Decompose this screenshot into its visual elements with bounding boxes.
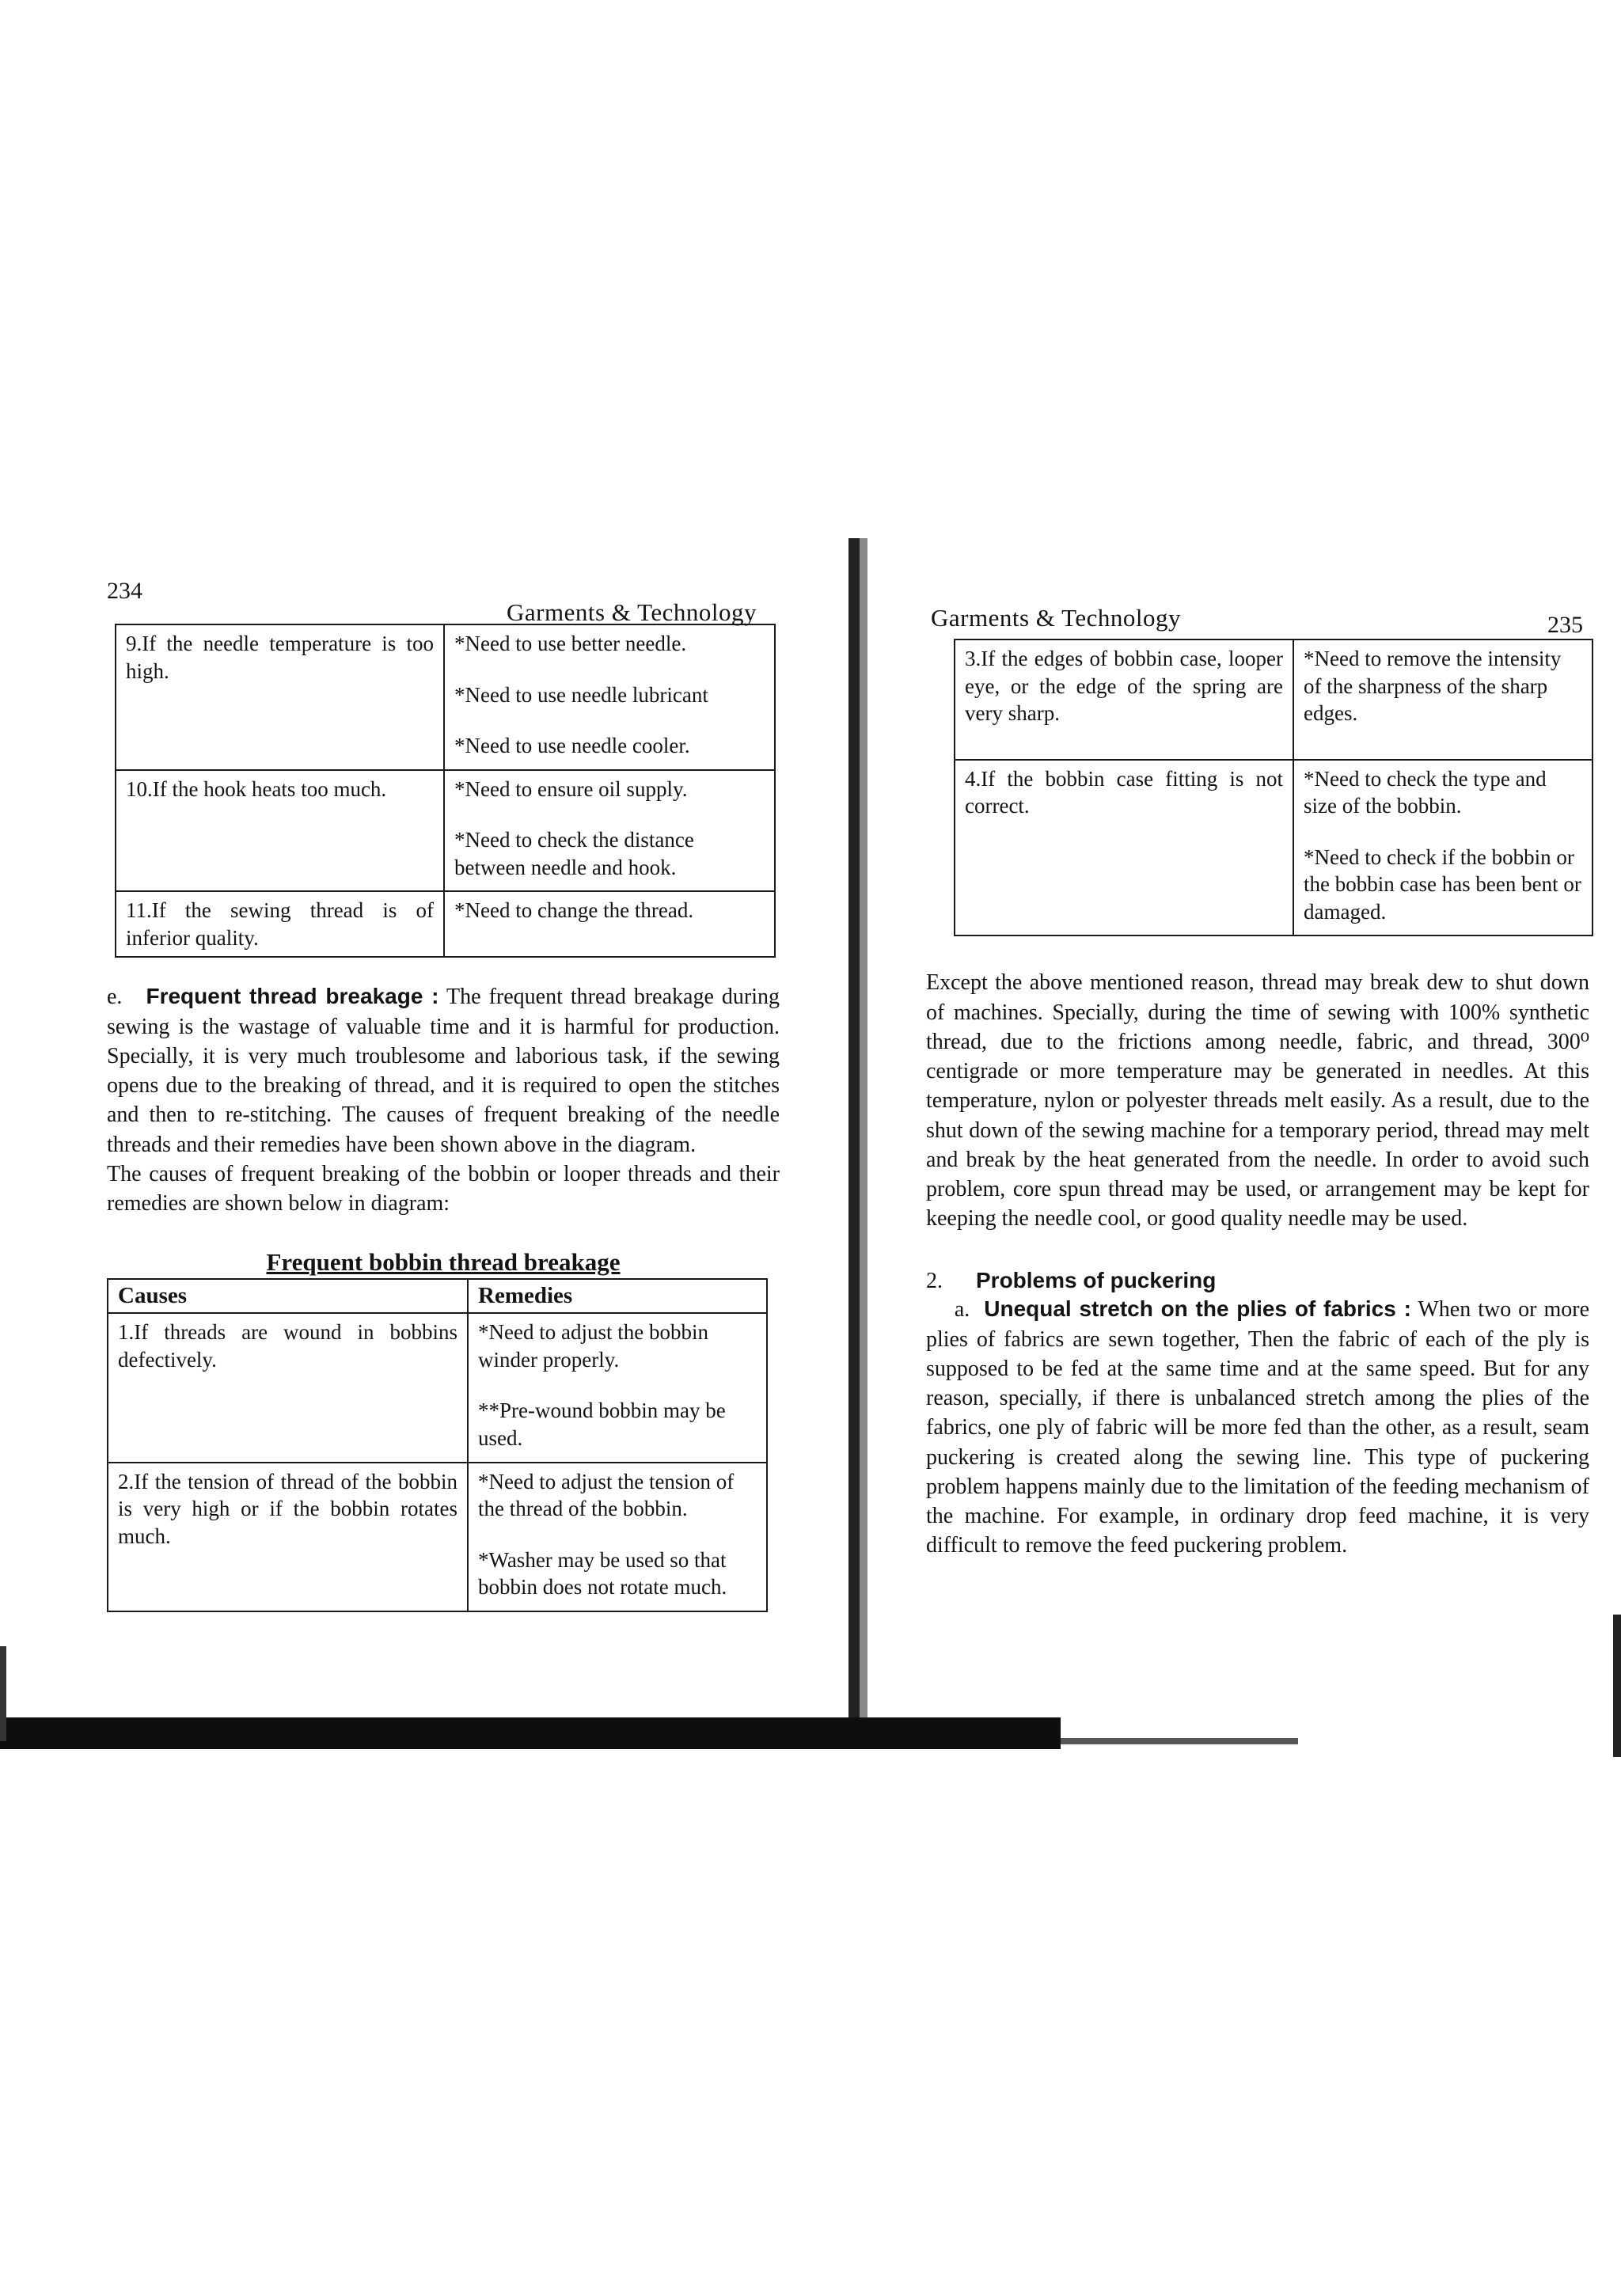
- running-head-left: Garments & Technology: [507, 598, 757, 626]
- left-page-header: [107, 578, 780, 625]
- right-page-header: [926, 598, 1589, 645]
- remedy-text: *Need to check the type and size of the bobbin.: [1304, 766, 1547, 818]
- table-row: [116, 770, 775, 892]
- scan-bottom-edge: [0, 1717, 1061, 1749]
- section-2a-heading: Unequal stretch on the plies of fabrics :: [984, 1296, 1411, 1322]
- cause-cell: 3.If the edges of bobbin case, looper eye, or the edge of the spring are very sharp.: [955, 639, 1293, 760]
- page-number-left: 234: [107, 578, 142, 604]
- table-row: [955, 760, 1593, 936]
- remedy-text: *Need to check the distance between needle and hook.: [454, 828, 694, 879]
- section-e-text: The frequent thread breakage during sewing is the wastage of valuable time and it is harmful for production. Specially, it is very much troublesome and laborious task, if the sewing opens due to the breaking of thread, and it is required to open the stitches and then to re-stitching. The causes of frequent breaking of the needle threads and their remedies have been shown above in the diagram.: [107, 985, 780, 1157]
- left-page: [107, 578, 780, 1612]
- cause-cell: 10.If the hook heats too much.: [116, 770, 444, 892]
- table-header-row: [108, 1279, 767, 1313]
- bobbin-thread-table: [107, 1278, 768, 1611]
- section-2-number: 2.: [926, 1269, 943, 1294]
- col-remedies-header: Remedies: [468, 1279, 767, 1313]
- remedy-cell: [444, 770, 775, 892]
- table-row: [108, 1313, 767, 1462]
- col-causes-header: Causes: [108, 1279, 468, 1313]
- remedy-text: *Need to adjust the bobbin winder properly.: [478, 1320, 708, 1372]
- cause-cell: 2.If the tension of thread of the bobbin is very high or if the bobbin rotates much.: [108, 1463, 468, 1611]
- remedy-cell: [1293, 639, 1593, 760]
- remedy-text: *Need to use needle lubricant: [454, 682, 708, 707]
- scan-right-edge: [1613, 1615, 1621, 1757]
- remedy-text: *Washer may be used so that bobbin does not rotate much.: [478, 1547, 727, 1600]
- remedy-text: *Need to ensure oil supply.: [454, 776, 688, 801]
- remedy-text: *Need to check if the bobbin or the bobbin case has been bent or damaged.: [1304, 844, 1581, 924]
- cause-cell: 1.If threads are wound in bobbins defectively.: [108, 1313, 468, 1462]
- remedy-text: *Need to remove the intensity of the sharpness of the sharp edges.: [1304, 647, 1562, 726]
- bobbin-thread-table-continued: [954, 639, 1593, 936]
- remedy-text: *Need to use better needle.: [454, 632, 687, 655]
- remedy-cell: [444, 891, 775, 957]
- section-e-paragraph: [107, 981, 780, 1159]
- needle-thread-table: [115, 624, 776, 958]
- table-row: [116, 891, 775, 957]
- remedy-cell: [468, 1463, 767, 1611]
- page-number-right: 235: [1547, 612, 1583, 638]
- section-e-text2: The causes of frequent breaking of the bobbin or looper threads and their remedies are shown below in diagram:: [107, 1161, 780, 1216]
- right-page: [926, 598, 1589, 1561]
- section-e-heading: Frequent thread breakage :: [146, 984, 439, 1009]
- book-gutter-shadow: [848, 538, 860, 1717]
- cause-cell: 4.If the bobbin case fitting is not correct.: [955, 760, 1293, 936]
- cause-cell: 9.If the needle temperature is too high.: [116, 624, 444, 770]
- section-2-heading: Problems of puckering: [976, 1268, 1217, 1293]
- table-row: [955, 639, 1593, 760]
- section-e-label: e.: [107, 985, 123, 1010]
- remedy-cell: [468, 1313, 767, 1462]
- running-head-right: Garments & Technology: [931, 604, 1181, 632]
- section-2a-paragraph: [926, 1294, 1589, 1560]
- remedy-text: **Pre-wound bobbin may be used.: [478, 1398, 726, 1450]
- book-gutter-shade: [860, 538, 867, 1717]
- table-row: [108, 1463, 767, 1611]
- remedy-text: *Need to adjust the tension of the thread of the bobbin.: [478, 1469, 735, 1521]
- remedy-cell: [444, 624, 775, 770]
- table-row: [116, 624, 775, 770]
- scan-bottom-edge-fade: [1061, 1738, 1298, 1744]
- scan-left-edge: [0, 1646, 6, 1741]
- remedy-cell: [1293, 760, 1593, 936]
- remedy-text: *Need to change the thread.: [454, 898, 694, 923]
- cause-cell: 11.If the sewing thread is of inferior quality.: [116, 891, 444, 957]
- remedy-text: *Need to use needle cooler.: [454, 734, 690, 758]
- section-2a-text: When two or more plies of fabrics are sewn together, Then the fabric of each of the ply is supposed to be fed at the same time and at the same speed. But for any reason, specially, if there is unbalanced stretch among the plies of the fabrics, one ply of fabric will be more fed than the other, as a result, seam puckering is created along the sewing line. This type of puckering problem happens mainly due to the limitation of the feeding mechanism of the machine. For example, in ordinary drop feed machine, it is very difficult to remove the feed puckering problem.: [926, 1297, 1589, 1558]
- thread-melting-paragraph: Except the above mentioned reason, thread may break dew to shut down of machines. Specially, during the time of sewing with 100% synthetic thread, due to the frictions among needle, fabric, and thread, 300⁰ centigrade or more temperature may be generated in needles. At this temperature, nylon or polyester threads melt easily. As a result, due to the shut down of the sewing machine for a temporary period, thread may melt and break by the heat generated from the needle. In order to avoid such problem, core spun thread may be used, or arrangement may be kept for keeping the needle cool, or good quality needle may be used.: [926, 970, 1589, 1231]
- section-2-heading-line: [926, 1268, 1589, 1294]
- bobbin-table-caption: Frequent bobbin thread breakage: [266, 1248, 621, 1277]
- section-2a-label: a.: [954, 1297, 970, 1323]
